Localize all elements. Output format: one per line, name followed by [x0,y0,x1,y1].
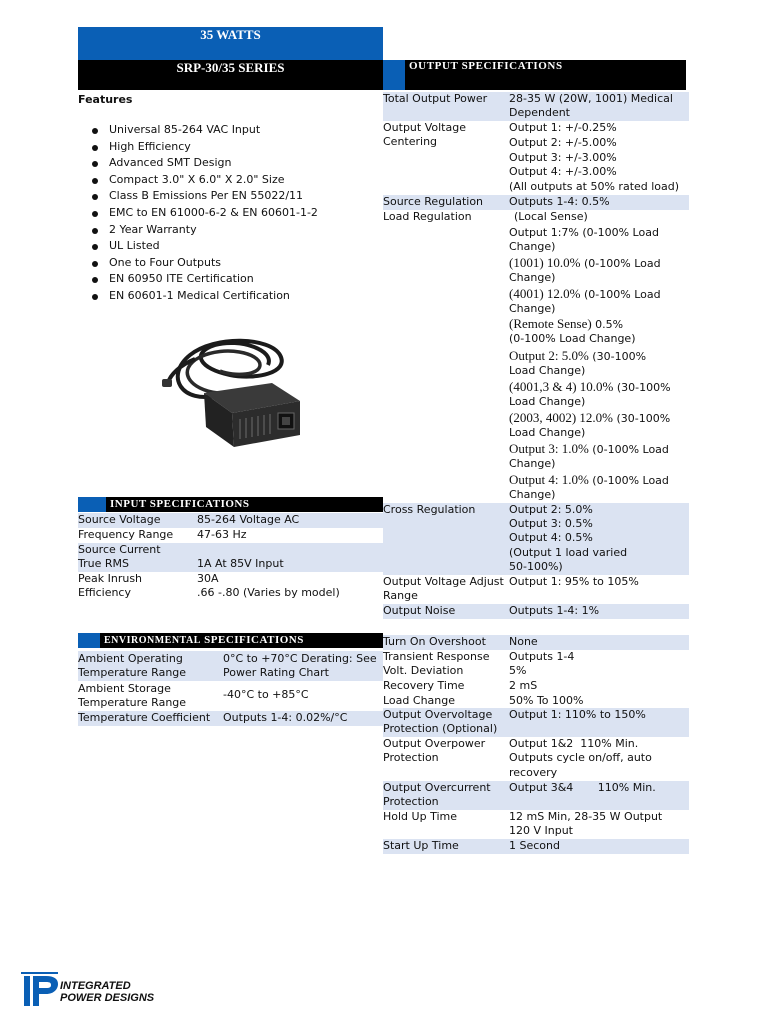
environmental-title-small: ENVIRONMENTAL [104,635,201,646]
features-list [78,122,378,305]
table-row: Transient Response Volt. Deviation Recovery Time Load Change Outputs 1-4 5% 2 mS 50% To 100% [383,650,584,707]
table-row: Cross Regulation Output 2: 5.0% Output 3: 0.5% Output 4: 0.5% (Output 1 load varied 50-100%) [383,503,689,575]
table-row: Output Overcurrent Protection Output 3&4 110% Min. [383,781,689,810]
input-spec-title: INPUT SPECIFICATIONS [110,498,250,510]
table-row: Source Voltage 85-264 Voltage AC [78,513,383,528]
logo-line-1: INTEGRATED [60,980,131,992]
table-row: Peak Inrush 30A [78,572,219,585]
input-spec-header [78,497,383,512]
header-stub [78,633,100,648]
list-item: EN 60601-1 Medical Certification [78,288,378,305]
output-header-bar [405,60,686,90]
list-item: EN 60950 ITE Certification [78,271,378,288]
list-item: Universal 85-264 VAC Input [78,122,378,139]
table-row: Total Output Power 28-35 W (20W, 1001) Medical Dependent [383,92,689,121]
power-supply-image [160,335,310,455]
logo-line-2: POWER DESIGNS [60,992,155,1004]
environmental-spec-header [78,633,383,648]
ipd-logo-icon [20,970,60,1008]
table-row: Start Up Time 1 Second [383,839,689,854]
header-watts-bar [78,27,383,60]
list-item: Class B Emissions Per EN 55022/11 [78,188,378,205]
table-row: Temperature Coefficient Outputs 1-4: 0.02%/°C [78,711,383,726]
header-stub [78,497,106,512]
logo-text [60,980,154,1004]
table-row: Ambient Storage Temperature Range -40°C to +85°C [78,682,309,709]
header-series-bar [78,60,383,90]
list-item: UL Listed [78,238,378,255]
list-item: One to Four Outputs [78,255,378,272]
table-row: Output Voltage Centering Output 1: +/-0.25% Output 2: +/-5.00% Output 3: +/-3.00% Output 4: +/-3.00% (All outputs at 50% rated load) [383,121,680,193]
output-header-stub [383,60,405,90]
output-spec-table [383,92,689,862]
list-item: Compact 3.0" X 6.0" X 2.0" Size [78,172,378,189]
list-item: 2 Year Warranty [78,222,378,239]
list-item: Advanced SMT Design [78,155,378,172]
table-row: Output Voltage Adjust Range Output 1: 95% to 105% [383,575,639,602]
watts-title: 35 WATTS [200,27,261,42]
table-row: Source Current True RMS 1A At 85V Input [78,543,383,572]
table-row: Hold Up Time 12 mS Min, 28-35 W Output 120 V Input [383,810,663,837]
table-row: Source Regulation Outputs 1-4: 0.5% [383,195,689,210]
table-row: Output Overpower Protection Output 1&2 110% Min. Outputs cycle on/off, auto recovery [383,737,652,779]
table-row: Output Overvoltage Protection (Optional) Output 1: 110% to 150% [383,708,689,737]
list-item: EMC to EN 61000-6-2 & EN 60601-1-2 [78,205,378,222]
environmental-title-big: SPECIFICATIONS [204,634,304,646]
list-item: High Efficiency [78,139,378,156]
table-row: Ambient Operating Temperature Range 0°C to +70°C Derating: See Power Rating Chart [78,651,383,681]
table-row: Efficiency .66 -.80 (Varies by model) [78,586,340,599]
series-title: SRP-30/35 SERIES [176,60,285,75]
table-row: Output Noise Outputs 1-4: 1% [383,604,689,619]
features-title: Features [78,93,133,106]
table-row: Turn On Overshoot None [383,635,689,650]
table-row: Load Regulation (Local Sense) Output 1:7% (0-100% Load Change) (1001) 10.0% (0-100% Load Change) (4001) 12.0% (0-100% Load Change) (Remote Sense) 0.5% (0-100% Load Change) Output 2: 5.0% (30-100% Load Change) (4001,3 & 4) 10.0% (30-100% Load Change) (2003, 4002) 12.0% (30-100% Load Change) Output 3: 1.0% (0-100% Load Change) Output 4: 1.0% (0-100% Load Change) [383,210,671,501]
output-spec-title: OUTPUT SPECIFICATIONS [409,60,563,72]
table-row: Frequency Range 47-63 Hz [78,528,247,541]
